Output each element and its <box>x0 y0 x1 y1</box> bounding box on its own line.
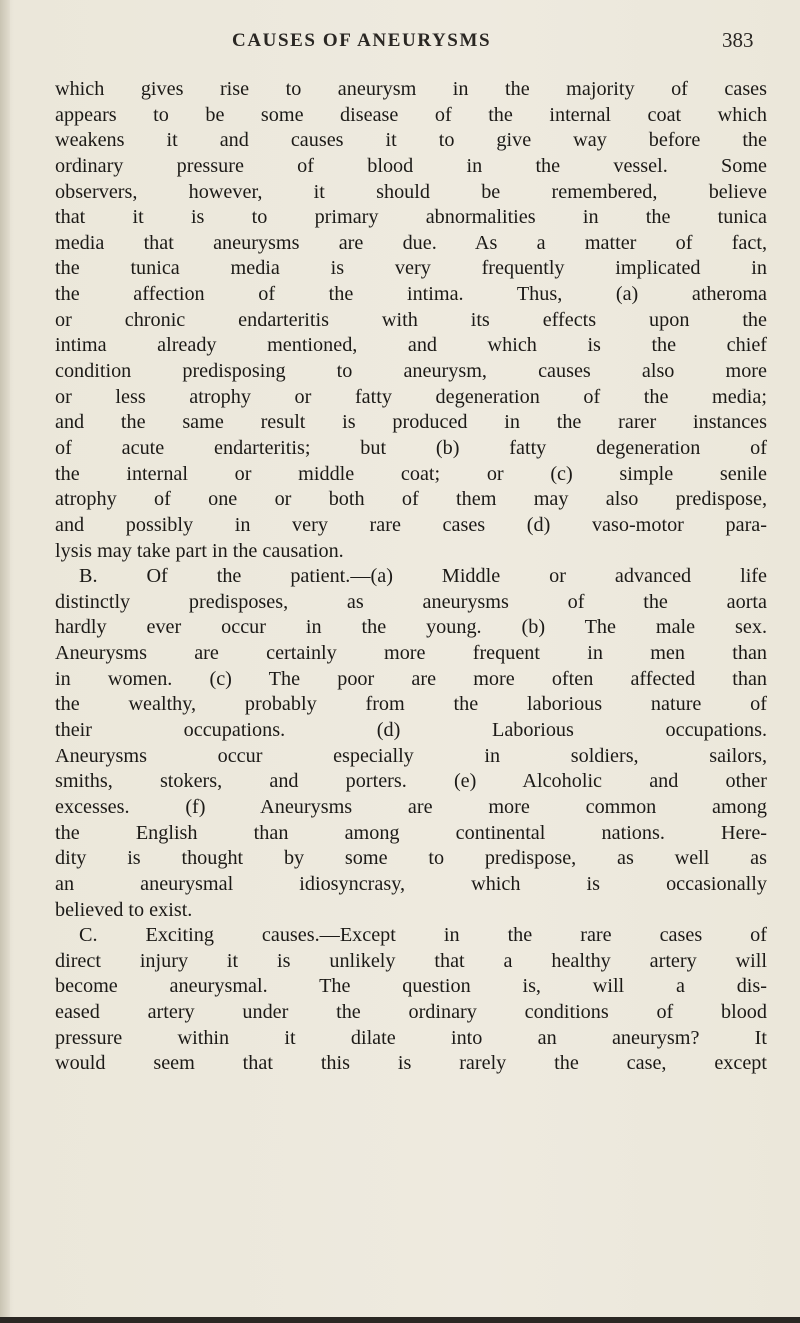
running-title: CAUSES OF ANEURYSMS <box>232 30 492 51</box>
text-line: excesses. (f) Aneurysms are more common among <box>55 795 767 818</box>
text-line: which gives rise to aneurysm in the majority of cases <box>55 78 767 100</box>
section-c-heading-line: C. Exciting causes.—Except in the rare cases of <box>79 924 767 947</box>
bottom-edge-rule <box>0 1317 800 1323</box>
text-line: in women. (c) The poor are more often affected than <box>55 667 767 690</box>
text-line: an aneurysmal idiosyncrasy, which is occasionally <box>55 872 767 895</box>
page-binding-edge <box>0 0 10 1323</box>
text-line: Aneurysms occur especially in soldiers, sailors, <box>55 744 767 767</box>
text-line: would seem that this is rarely the case, except <box>55 1052 767 1075</box>
section-b-heading-line: B. Of the patient.—(a) Middle or advanced life <box>79 565 767 588</box>
text-line: condition predisposing to aneurysm, causes also more <box>55 360 767 383</box>
text-line: lysis may take part in the causation. <box>55 539 344 562</box>
text-line: the English than among continental nations. Here- <box>55 821 767 844</box>
text-line: weakens it and causes it to give way before the <box>55 129 767 152</box>
text-line: the internal or middle coat; or (c) simple senile <box>55 462 767 485</box>
text-line: or less atrophy or fatty degeneration of the media; <box>55 385 767 408</box>
text-line: of acute endarteritis; but (b) fatty degeneration of <box>55 436 767 459</box>
text-line: become aneurysmal. The question is, will a dis- <box>55 975 767 998</box>
text-line: intima already mentioned, and which is the chief <box>55 334 767 357</box>
text-line: ordinary pressure of blood in the vessel. Some <box>55 154 767 177</box>
text-line: the affection of the intima. Thus, (a) atheroma <box>55 283 767 306</box>
page-number: 383 <box>722 28 754 52</box>
text-line: eased artery under the ordinary conditions of blood <box>55 1001 767 1024</box>
text-line: the tunica media is very frequently implicated in <box>55 257 767 280</box>
text-line: and possibly in very rare cases (d) vaso-motor para- <box>55 513 767 536</box>
text-line: dity is thought by some to predispose, as well as <box>55 847 767 870</box>
text-line: and the same result is produced in the rarer instances <box>55 411 767 434</box>
text-line: pressure within it dilate into an aneurysm? It <box>55 1026 767 1049</box>
text-line: Aneurysms are certainly more frequent in men than <box>55 642 767 665</box>
body-text <box>55 77 767 1077</box>
text-line: distinctly predisposes, as aneurysms of the aorta <box>55 590 767 613</box>
text-line: appears to be some disease of the internal coat which <box>55 103 767 126</box>
text-line: observers, however, it should be remembered, believe <box>55 180 767 203</box>
text-line: smiths, stokers, and porters. (e) Alcoholic and other <box>55 770 767 793</box>
text-line: believed to exist. <box>55 898 193 921</box>
text-line: that it is to primary abnormalities in the tunica <box>55 206 767 229</box>
text-line: hardly ever occur in the young. (b) The male sex. <box>55 616 767 639</box>
text-line: or chronic endarteritis with its effects upon the <box>55 308 767 331</box>
text-line: the wealthy, probably from the laborious nature of <box>55 693 767 716</box>
text-line: direct injury it is unlikely that a healthy artery will <box>55 949 767 972</box>
text-line: media that aneurysms are due. As a matter of fact, <box>55 231 767 254</box>
text-line: atrophy of one or both of them may also predispose, <box>55 488 767 511</box>
text-line: their occupations. (d) Laborious occupations. <box>55 719 767 742</box>
